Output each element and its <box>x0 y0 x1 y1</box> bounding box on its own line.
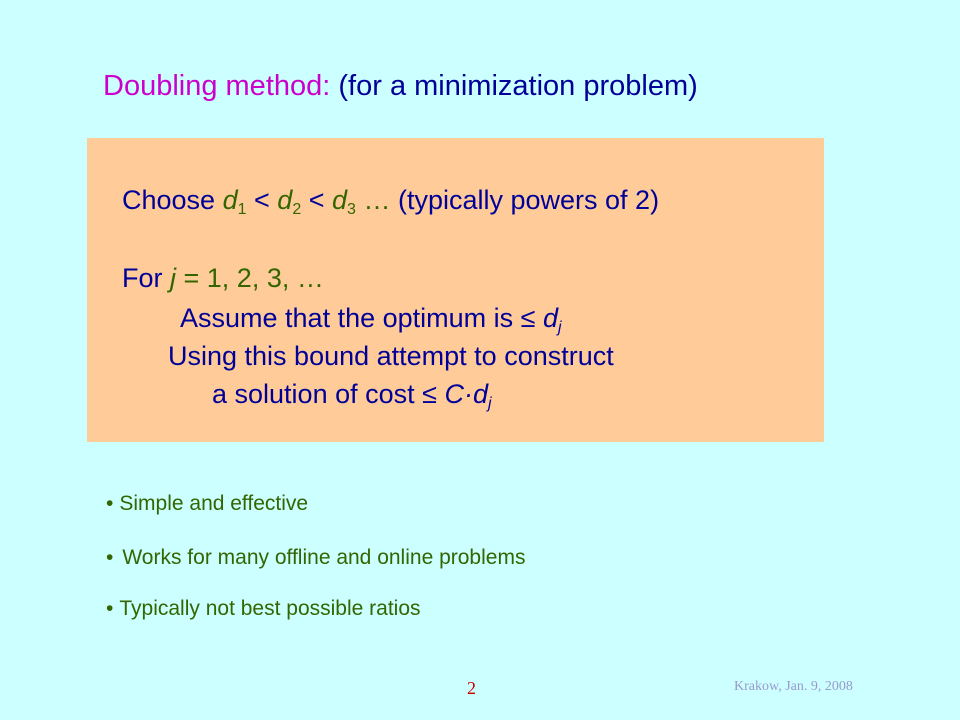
var-d: d <box>222 185 238 215</box>
bullet-item <box>106 597 421 621</box>
algo-line-choose <box>122 185 659 216</box>
algo-line-using <box>168 341 614 372</box>
footer-location-date: Krakow, Jan. 9, 2008 <box>734 679 853 694</box>
title-qualifier: (for a minimization problem) <box>338 70 698 102</box>
using-text: Using this bound attempt to construct <box>168 341 614 371</box>
bullet-text: Works for many offline and online problems <box>122 546 526 569</box>
var-d: d <box>472 379 488 409</box>
slide-title <box>103 70 698 103</box>
algo-line-for <box>122 263 324 294</box>
assume-text: Assume that the optimum is ≤ <box>180 303 543 333</box>
subscript: j <box>487 395 492 412</box>
subscript: j <box>558 319 562 336</box>
var-c: C· <box>444 379 473 409</box>
subscript: 1 <box>237 201 247 218</box>
bullet-item <box>106 546 525 570</box>
solution-text: a solution of cost ≤ <box>212 379 445 409</box>
var-j: j <box>170 263 177 293</box>
title-method: Doubling method: <box>103 70 331 102</box>
bullet-text: Simple and effective <box>119 492 309 515</box>
var-d: d <box>542 303 558 333</box>
subscript: 3 <box>347 201 356 218</box>
algo-line-assume <box>180 303 562 334</box>
bullet-icon: • <box>106 492 114 515</box>
bullet-text: Typically not best possible ratios <box>119 597 421 620</box>
loop-range: = 1, 2, 3, … <box>176 263 324 293</box>
var-d: d <box>277 185 293 215</box>
ellipsis: … <box>355 185 398 215</box>
bullet-item <box>106 492 308 516</box>
algorithm-box <box>87 138 824 442</box>
choose-prefix: Choose <box>122 185 223 215</box>
lt-symbol: < <box>246 185 278 215</box>
page-number: 2 <box>467 678 476 698</box>
choose-suffix: (typically powers of 2) <box>397 185 660 215</box>
bullet-icon: • <box>106 597 114 620</box>
bullet-icon: • <box>106 546 114 569</box>
algo-line-solution <box>212 379 492 410</box>
lt-symbol: < <box>301 185 333 215</box>
for-keyword: For <box>122 263 171 293</box>
var-d: d <box>332 185 348 215</box>
subscript: 2 <box>292 201 302 218</box>
